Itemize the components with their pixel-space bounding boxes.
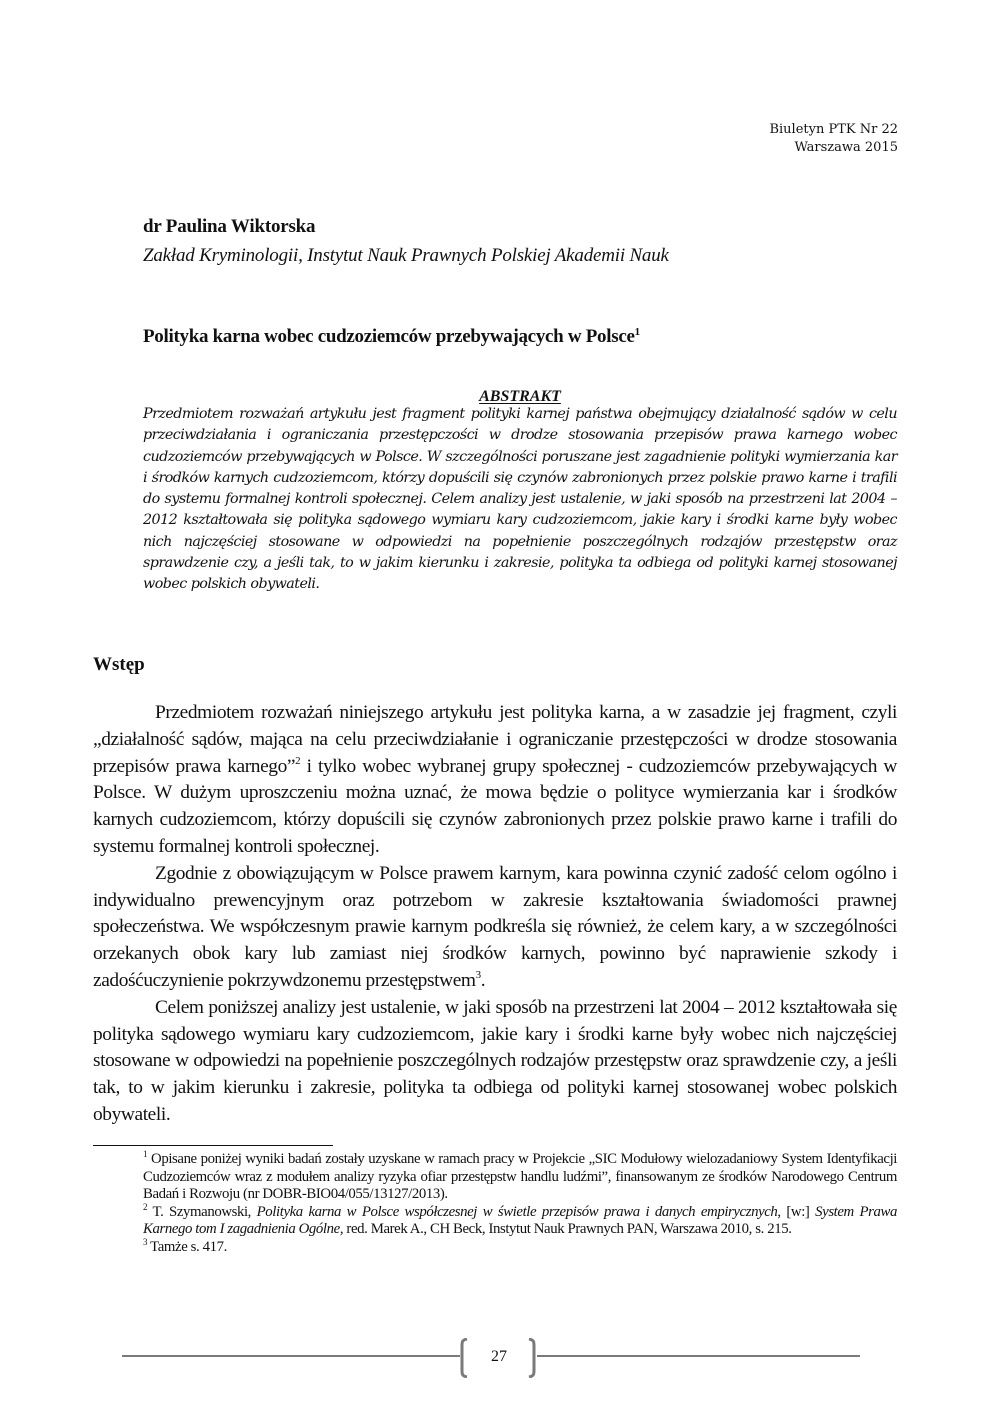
footnotes	[143, 1151, 897, 1256]
left-brace-icon	[459, 1338, 469, 1378]
footnote	[143, 1201, 897, 1239]
footnote-ref[interactable]: 2	[295, 754, 301, 767]
footer-rule-left	[122, 1355, 460, 1357]
footnote-number: 1	[143, 1149, 148, 1159]
running-header	[769, 121, 898, 157]
abstract-heading: ABSTRAKT	[479, 388, 561, 405]
footnote-work-title: Polityka karna w Polsce współczesnej w świetle przepisów prawa i danych empirycznych	[256, 1203, 778, 1220]
footnote-number: 2	[143, 1201, 148, 1212]
paragraph	[93, 700, 897, 861]
paragraph	[93, 861, 897, 995]
author-block	[143, 215, 903, 269]
footer-rule-right	[537, 1355, 860, 1357]
paragraph-text: Celem poniższej analizy jest ustalenie, w jaki sposób na przestrzeni lat 2004 – 2012 kształtowała się polityka sądowego wymiaru kary cudzoziemcom, jakie kary i środki karne były wobec nich najczęściej stosowane w odpowiedzi na popełnienie poszczególnych rodzajów przestępstw oraz sprawdzenie czy, a jeśli tak, to w jakim kierunku i zakresie, polityka ta odbiega od polityki karnej stosowanej wobec polskich obywateli.	[93, 996, 897, 1125]
footnote-details: , red. Marek A., CH Beck, Instytut Nauk Prawnych PAN, Warszawa 2010, s. 215.	[339, 1221, 792, 1237]
footnote-ref[interactable]: 1	[634, 326, 640, 338]
right-brace-icon	[527, 1338, 537, 1378]
page-footer	[0, 1335, 992, 1385]
publication-place-year: Warszawa 2015	[794, 140, 898, 155]
paragraph-text: .	[480, 969, 486, 991]
footnote-in: , [w:]	[777, 1203, 816, 1220]
footnote	[143, 1151, 897, 1204]
article-title	[143, 320, 903, 349]
footnote-text: Opisane poniżej wyniki badań zostały uzyskane w ramach pracy w Projekcie „SIC Modułowy wielozadaniowy System Identyfikacji Cudzoziemców wraz z modułem analizy ryzyka ofiar przestępstw handlu ludźmi”, finansowanym ze środków Narodowego Centrum Badań i Rozwoju (nr DOBR-BIO04/055/13127/2013).	[143, 1151, 897, 1202]
author-name: dr Paulina Wiktorska	[143, 216, 316, 237]
page-number: 27	[491, 1348, 507, 1365]
paragraph-text: Przedmiotem rozważań niniejszego artykułu jest polityka karna, a w zasadzie jej fragment, czyli „działalność sądów, mająca na celu przeciwdziałanie i ograniczanie przestępczości w drodze stosowania przepisów prawa karnego”	[93, 702, 897, 777]
abstract-text: Przedmiotem rozważań artykułu jest fragment polityki karnej państwa obejmujący działalność sądów w celu przeciwdziałania i ograniczania przestępczości w drodze stosowania przepisów prawa karnego wobec cudzoziemców przebywających w Polsce. W szczególności poruszane jest zagadnienie polityki wymierzania kar i środków karnych cudzoziemcom, którzy dopuścili się czynów zabronionych przez polskie prawo karne i trafili do systemu formalnej kontroli społecznej. Celem analizy jest ustalenie, w jaki sposób na przestrzeni lat 2004 – 2012 kształtowała się polityka sądowego wymiaru kary cudzoziemcom, jakie kary i środki karne były wobec nich najczęściej stosowane w odpowiedzi na popełnienie poszczególnych rodzajów przestępstw oraz sprawdzenie czy, a jeśli tak, to w jakim kierunku i zakresie, polityka ta odbiega od polityki karnej stosowanej wobec polskich obywateli.	[143, 406, 897, 593]
paragraph	[93, 995, 897, 1129]
footnote-ref[interactable]: 3	[475, 968, 481, 981]
footnote-author: T. Szymanowski,	[147, 1203, 257, 1220]
body-text	[93, 700, 897, 1129]
journal-name: Biuletyn PTK Nr 22	[769, 122, 898, 137]
paragraph-text: Zgodnie z obowiązującym w Polsce prawem karnym, kara powinna czynić zadość celom ogólno i indywidualno prewencyjnym oraz potrzebom w zakresie kształtowania świadomości prawnej społeczeństwa. We współczesnym prawie karnym podkreśla się również, że celem kary, a w szczególności orzekanych obok kary lub zamiast niej środków karnych, powinno być naprawienie szkody i zadośćuczynienie pokrzywdzonemu przestępstwem	[93, 862, 897, 991]
footnote-text: Tamże s. 417.	[147, 1238, 227, 1255]
footnote-separator	[93, 1145, 333, 1146]
footnote-book-title: System Prawa Karnego tom I zagadnienia Ogólne	[143, 1203, 897, 1237]
author-affiliation: Zakład Kryminologii, Instytut Nauk Prawnych Polskiej Akademii Nauk	[143, 245, 669, 266]
section-heading: Wstęp	[93, 654, 145, 675]
paragraph-text: i tylko wobec wybranej grupy społecznej - cudzoziemców przebywających w Polsce. W dużym uproszczeniu można uznać, że mowa będzie o polityce wymierzania kar i środków karnych cudzoziemcom, którzy dopuścili się czynów zabronionych przez polskie prawo karne i trafili do systemu formalnej kontroli społecznej.	[93, 755, 897, 857]
article-title-text: Polityka karna wobec cudzoziemców przebywających w Polsce	[143, 326, 635, 347]
footnote-number: 3	[143, 1236, 148, 1247]
footnote	[143, 1236, 897, 1257]
